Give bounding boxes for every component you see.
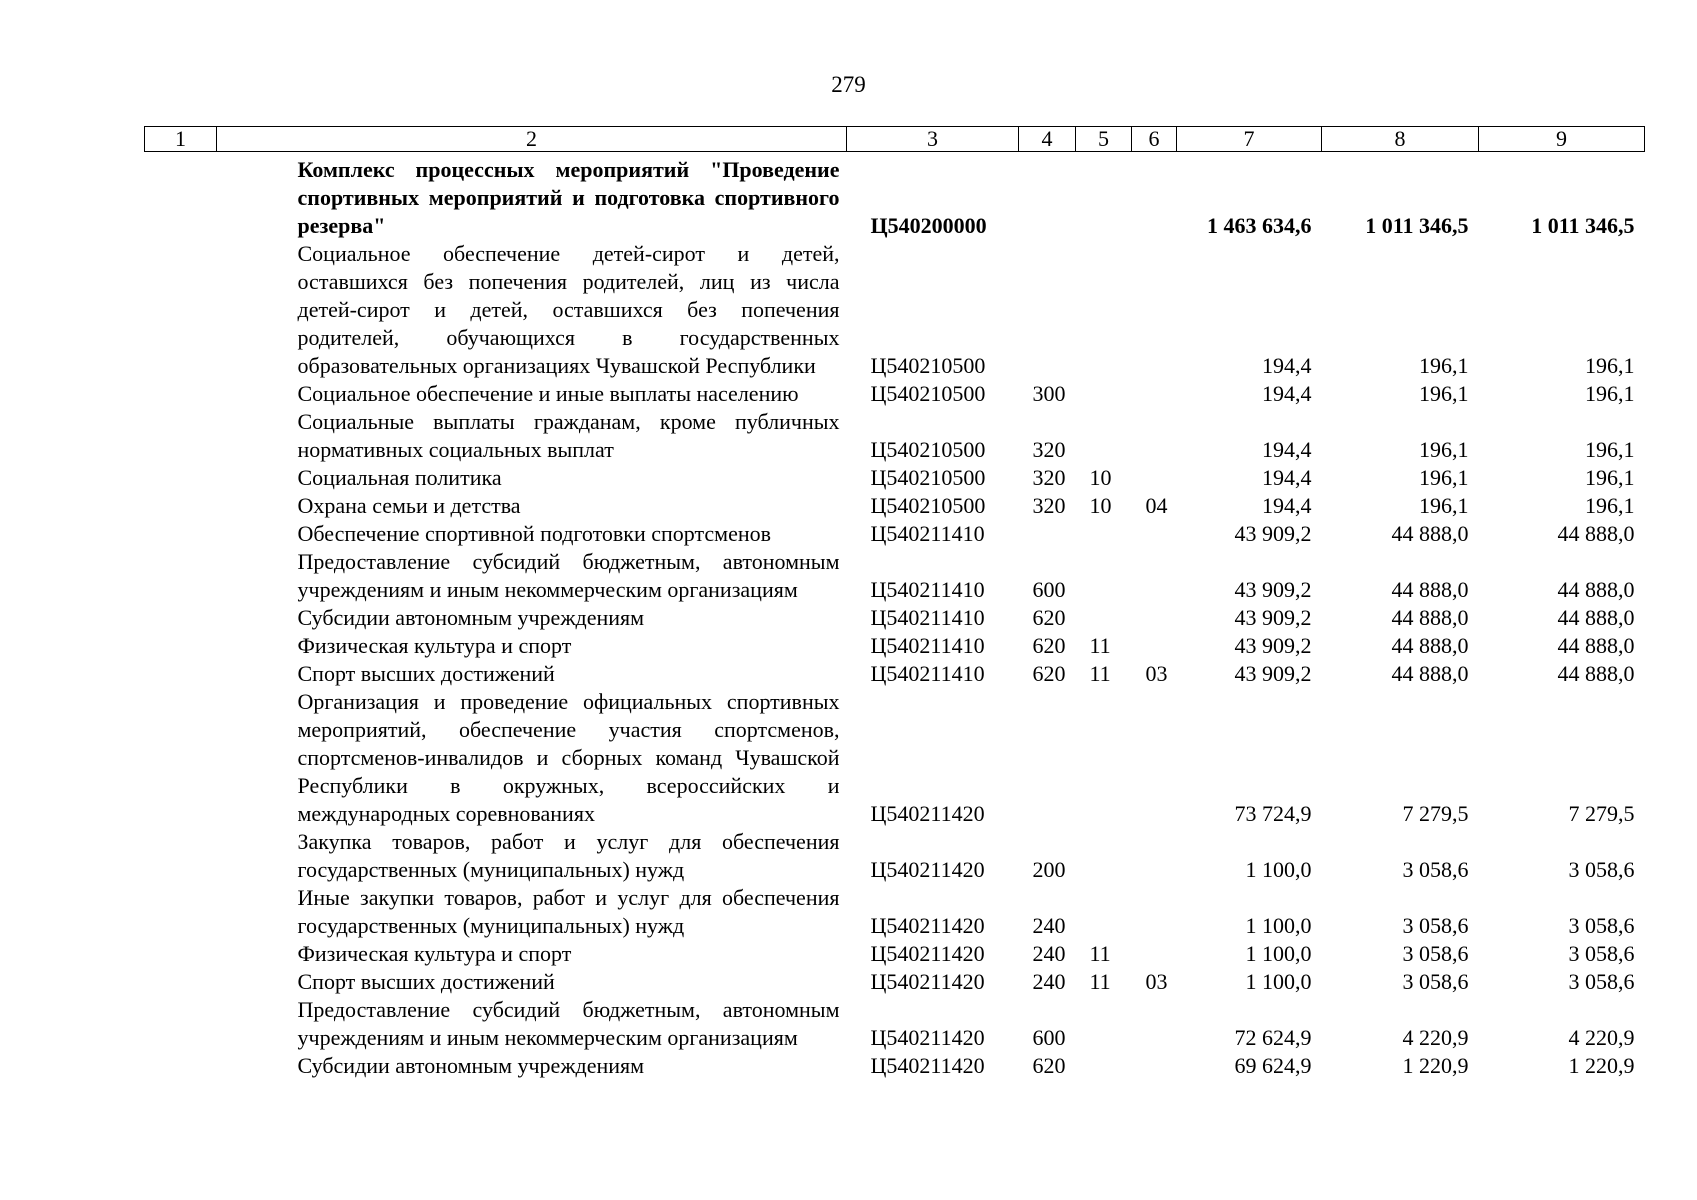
row-name: Субсидии автономным учреждениям: [297, 605, 645, 630]
row-vr: 240: [1032, 969, 1066, 994]
row-pr: [1132, 152, 1177, 241]
row-value-col9: 196,1: [1585, 353, 1635, 378]
row-value-col9: 3 058,6: [1568, 857, 1635, 882]
row-col1: [145, 464, 217, 492]
table-row: [145, 152, 1645, 241]
row-name: Обеспечение спортивной подготовки спортсменов: [297, 521, 772, 546]
table-row: [145, 828, 1645, 884]
row-col1: [145, 152, 217, 241]
column-header: 8: [1322, 127, 1479, 152]
row-rz: [1076, 240, 1132, 380]
header-row: [145, 127, 1645, 152]
row-code: Ц540211420: [870, 969, 985, 994]
row-col1: [145, 688, 217, 828]
row-value-col7: 43 909,2: [1234, 661, 1312, 686]
row-value-col8: 7 279,5: [1402, 801, 1469, 826]
row-value-col8: 196,1: [1419, 493, 1469, 518]
row-value-col9: 196,1: [1585, 493, 1635, 518]
row-code: Ц540211410: [870, 633, 985, 658]
row-col1: [145, 940, 217, 968]
row-value-col8: 44 888,0: [1391, 605, 1469, 630]
row-vr: 620: [1032, 661, 1066, 686]
row-value-col7: 43 909,2: [1234, 633, 1312, 658]
row-pr: [1132, 240, 1177, 380]
row-name: Предоставление субсидий бюджетным, автономным учреждениям и иным некоммерческим организациям: [297, 997, 840, 1050]
row-rz: [1076, 408, 1132, 464]
row-value-col7: 1 100,0: [1245, 941, 1312, 966]
row-code: Ц540211410: [870, 521, 985, 546]
row-value-col7: 1 100,0: [1245, 969, 1312, 994]
row-rz: [1076, 380, 1132, 408]
row-value-col8: 44 888,0: [1391, 521, 1469, 546]
row-col1: [145, 996, 217, 1052]
row-value-col8: 196,1: [1419, 353, 1469, 378]
row-value-col7: 73 724,9: [1234, 801, 1312, 826]
row-vr: 320: [1032, 465, 1066, 490]
row-value-col7: 1 100,0: [1245, 857, 1312, 882]
row-value-col7: 72 624,9: [1234, 1025, 1312, 1050]
row-col1: [145, 240, 217, 380]
row-name: Предоставление субсидий бюджетным, автономным учреждениям и иным некоммерческим организациям: [297, 549, 840, 602]
row-value-col8: 3 058,6: [1402, 857, 1469, 882]
row-code: Ц540211420: [870, 1025, 985, 1050]
row-value-col8: 1 220,9: [1402, 1053, 1469, 1078]
row-vr: 300: [1032, 381, 1066, 406]
row-rz: 10: [1089, 493, 1112, 518]
column-header: 5: [1076, 127, 1132, 152]
row-value-col7: 43 909,2: [1234, 577, 1312, 602]
row-name: Субсидии автономным учреждениям: [297, 1053, 645, 1078]
row-vr: 620: [1032, 605, 1066, 630]
row-vr: [1019, 152, 1076, 241]
row-pr: 03: [1145, 969, 1168, 994]
row-vr: 620: [1032, 633, 1066, 658]
row-pr: [1132, 688, 1177, 828]
row-col1: [145, 968, 217, 996]
row-name: Социальные выплаты гражданам, кроме публичных нормативных социальных выплат: [297, 409, 840, 462]
row-value-col8: 44 888,0: [1391, 577, 1469, 602]
table-row: [145, 464, 1645, 492]
row-vr: 620: [1032, 1053, 1066, 1078]
row-value-col7: 69 624,9: [1234, 1053, 1312, 1078]
row-value-col8: 3 058,6: [1402, 913, 1469, 938]
row-name: Спорт высших достижений: [297, 969, 555, 994]
row-pr: [1132, 548, 1177, 604]
row-name: Комплекс процессных мероприятий "Проведение спортивных мероприятий и подготовка спортивного резерва": [297, 157, 840, 238]
row-code: Ц540211410: [870, 661, 985, 686]
row-value-col7: 194,4: [1262, 353, 1312, 378]
row-col1: [145, 828, 217, 884]
row-pr: [1132, 940, 1177, 968]
row-pr: [1132, 828, 1177, 884]
row-rz: 10: [1089, 465, 1112, 490]
row-pr: [1132, 380, 1177, 408]
row-value-col7: 194,4: [1262, 381, 1312, 406]
row-col1: [145, 884, 217, 940]
row-value-col8: 196,1: [1419, 381, 1469, 406]
row-pr: [1132, 408, 1177, 464]
row-name: Закупка товаров, работ и услуг для обеспечения государственных (муниципальных) нужд: [297, 829, 840, 882]
row-value-col7: 194,4: [1262, 437, 1312, 462]
row-pr: [1132, 996, 1177, 1052]
column-header: 3: [847, 127, 1019, 152]
row-name: Физическая культура и спорт: [297, 941, 572, 966]
table-row: [145, 520, 1645, 548]
row-value-col9: 7 279,5: [1568, 801, 1635, 826]
row-vr: 320: [1032, 493, 1066, 518]
row-rz: 11: [1089, 941, 1111, 966]
row-code: Ц540200000: [870, 213, 987, 238]
row-rz: [1076, 604, 1132, 632]
column-header: 9: [1479, 127, 1645, 152]
row-value-col9: 44 888,0: [1557, 661, 1635, 686]
row-value-col9: 1 220,9: [1568, 1053, 1635, 1078]
row-name: Организация и проведение официальных спортивных мероприятий, обеспечение участия спортсменов, спортсменов-инвалидов и сборных команд Чувашской Республики в окружных, всероссийских и международных соревнованиях: [297, 689, 840, 826]
table-row: [145, 884, 1645, 940]
row-code: Ц540210500: [870, 353, 986, 378]
row-vr: 200: [1032, 857, 1066, 882]
row-value-col8: 3 058,6: [1402, 969, 1469, 994]
row-value-col7: 43 909,2: [1234, 605, 1312, 630]
row-value-col9: 3 058,6: [1568, 913, 1635, 938]
row-value-col7: 1 463 634,6: [1207, 213, 1312, 238]
row-rz: [1076, 996, 1132, 1052]
row-value-col9: 1 011 346,5: [1531, 213, 1635, 238]
row-value-col8: 3 058,6: [1402, 941, 1469, 966]
table-row: [145, 604, 1645, 632]
row-rz: [1076, 884, 1132, 940]
row-name: Спорт высших достижений: [297, 661, 555, 686]
page-number: 279: [831, 72, 866, 97]
row-col1: [145, 604, 217, 632]
row-value-col7: 1 100,0: [1245, 913, 1312, 938]
row-pr: [1132, 884, 1177, 940]
row-rz: [1076, 1052, 1132, 1080]
table-row: [145, 996, 1645, 1052]
row-value-col9: 44 888,0: [1557, 577, 1635, 602]
row-vr: 240: [1032, 913, 1066, 938]
table-row: [145, 240, 1645, 380]
row-value-col9: 44 888,0: [1557, 521, 1635, 546]
row-value-col9: 3 058,6: [1568, 941, 1635, 966]
row-code: Ц540211410: [870, 605, 985, 630]
table-row: [145, 660, 1645, 688]
row-code: Ц540210500: [870, 493, 986, 518]
row-value-col7: 43 909,2: [1234, 521, 1312, 546]
column-header: 7: [1177, 127, 1322, 152]
row-code: Ц540211420: [870, 857, 985, 882]
row-name: Социальная политика: [297, 465, 502, 490]
row-code: Ц540211420: [870, 1053, 985, 1078]
row-value-col8: 44 888,0: [1391, 633, 1469, 658]
row-col1: [145, 520, 217, 548]
row-col1: [145, 408, 217, 464]
row-pr: [1132, 464, 1177, 492]
row-vr: [1019, 688, 1076, 828]
table-row: [145, 548, 1645, 604]
row-code: Ц540210500: [870, 465, 986, 490]
row-col1: [145, 492, 217, 520]
row-pr: [1132, 1052, 1177, 1080]
table-row: [145, 380, 1645, 408]
row-value-col7: 194,4: [1262, 493, 1312, 518]
row-name: Социальное обеспечение детей-сирот и детей, оставшихся без попечения родителей, лиц из числа детей-сирот и детей, оставшихся без попечения родителей, обучающихся в государственных образовательных организациях Чувашской Республики: [297, 241, 840, 378]
row-value-col9: 196,1: [1585, 465, 1635, 490]
row-code: Ц540211420: [870, 913, 985, 938]
row-rz: [1076, 152, 1132, 241]
row-code: Ц540211410: [870, 577, 985, 602]
row-rz: [1076, 828, 1132, 884]
table-row: [145, 940, 1645, 968]
column-header: 2: [217, 127, 847, 152]
row-name: Охрана семьи и детства: [297, 493, 521, 518]
row-name: Иные закупки товаров, работ и услуг для обеспечения государственных (муниципальных) нужд: [297, 885, 840, 938]
row-code: Ц540210500: [870, 381, 986, 406]
row-vr: [1019, 240, 1076, 380]
row-value-col8: 1 011 346,5: [1365, 213, 1469, 238]
row-vr: 600: [1032, 1025, 1066, 1050]
row-col1: [145, 1052, 217, 1080]
row-rz: 11: [1089, 661, 1111, 686]
row-rz: [1076, 520, 1132, 548]
column-header: 1: [145, 127, 217, 152]
table-row: [145, 492, 1645, 520]
row-code: Ц540210500: [870, 437, 986, 462]
row-value-col7: 194,4: [1262, 465, 1312, 490]
table-row: [145, 968, 1645, 996]
row-code: Ц540211420: [870, 801, 985, 826]
row-code: Ц540211420: [870, 941, 985, 966]
table-row: [145, 632, 1645, 660]
budget-table: [144, 126, 1645, 1080]
row-pr: 04: [1145, 493, 1168, 518]
row-value-col9: 4 220,9: [1568, 1025, 1635, 1050]
row-name: Физическая культура и спорт: [297, 633, 572, 658]
row-col1: [145, 380, 217, 408]
row-col1: [145, 660, 217, 688]
row-value-col8: 196,1: [1419, 465, 1469, 490]
row-value-col8: 196,1: [1419, 437, 1469, 462]
row-col1: [145, 632, 217, 660]
row-vr: 600: [1032, 577, 1066, 602]
row-value-col9: 44 888,0: [1557, 605, 1635, 630]
row-vr: [1019, 520, 1076, 548]
row-value-col9: 196,1: [1585, 381, 1635, 406]
row-value-col8: 4 220,9: [1402, 1025, 1469, 1050]
row-value-col9: 196,1: [1585, 437, 1635, 462]
column-header: 6: [1132, 127, 1177, 152]
row-pr: [1132, 632, 1177, 660]
table-row: [145, 688, 1645, 828]
row-pr: [1132, 520, 1177, 548]
row-col1: [145, 548, 217, 604]
row-vr: 240: [1032, 941, 1066, 966]
row-value-col8: 44 888,0: [1391, 661, 1469, 686]
row-rz: 11: [1089, 633, 1111, 658]
row-value-col9: 44 888,0: [1557, 633, 1635, 658]
row-rz: [1076, 548, 1132, 604]
row-name: Социальное обеспечение и иные выплаты населению: [297, 381, 799, 406]
column-header: 4: [1019, 127, 1076, 152]
row-rz: [1076, 688, 1132, 828]
row-pr: [1132, 604, 1177, 632]
row-value-col9: 3 058,6: [1568, 969, 1635, 994]
table-row: [145, 408, 1645, 464]
row-pr: 03: [1145, 661, 1168, 686]
row-rz: 11: [1089, 969, 1111, 994]
row-vr: 320: [1032, 437, 1066, 462]
table-row: [145, 1052, 1645, 1080]
